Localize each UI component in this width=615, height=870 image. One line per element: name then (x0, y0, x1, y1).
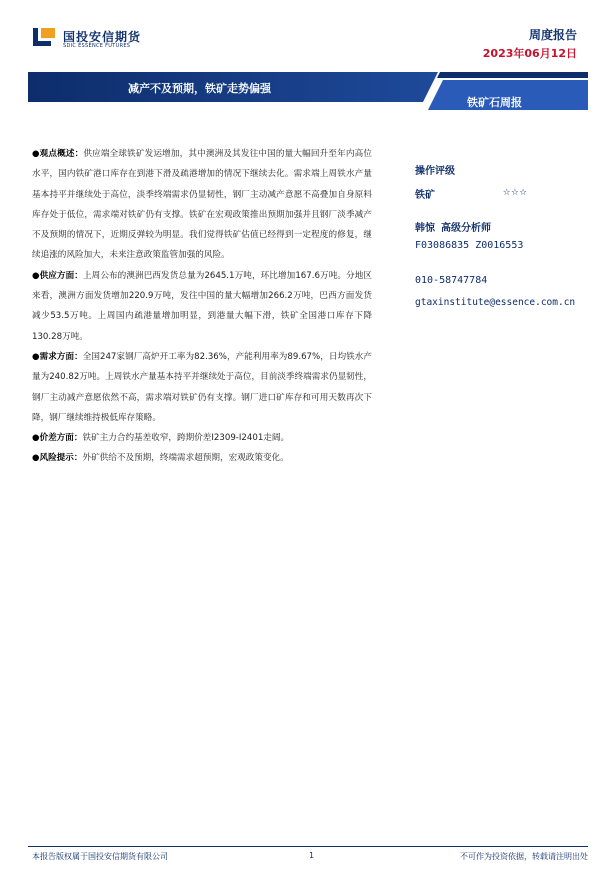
paragraph-supply: ●供应方面：上周公布的澳洲巴西发货总量为2645.1万吨，环比增加167.6万吨。分地区来看，澳洲方面发货增加220.9万吨，发往中国的量大幅增加266.2万吨，巴西方面发货减少53.5万吨。上周国内疏港量增加明显，到港量大幅下滑，铁矿全国港口库存下降130.28万吨。 (32, 270, 372, 342)
report-type: 周度报告 (528, 28, 577, 42)
analyst-name: 韩惊 高级分析师 (415, 223, 492, 234)
report-title: 减产不及预期，铁矿走势偏强 (128, 82, 271, 95)
analyst-certificate: F03086835 Z0016553 (415, 240, 524, 251)
footer-divider (28, 846, 588, 847)
footer-copyright: 本报告版权属于国投安信期货有限公司 (32, 852, 168, 861)
paragraph-overview: ●观点概述：供应端全球铁矿发运增加，其中澳洲及其发往中国的量大幅回升至年内高位水平，国内铁矿港口库存在到港下滑及疏港增加的情况下继续去化。需求端上周铁水产量基本持平并继续处于高位，淡季终端需求仍显韧性，钢厂主动减产意愿不高叠加自身原料库存处于低位，需求端对铁矿仍有支撑。铁矿在宏观政策推出预期加强并且钢厂淡季减产不及预期的情况下，近期反弹较为明显。我们觉得铁矿估值已经得到一定程度的修复，继续追涨的风险加大，未来注意政策监管加强的风险。 (32, 149, 372, 261)
paragraph-demand: ●需求方面：全国247家钢厂高炉开工率为82.36%，产能利用率为89.67%，日均铁水产量为240.82万吨。上周铁水产量基本持平并继续处于高位，目前淡季终端需求仍显韧性，钢厂主动减产意愿依然不高，需求端对铁矿仍有支撑。钢厂进口矿库存和可用天数再次下降，钢厂继续维持极低库存策略。 (32, 351, 372, 423)
rating-stars-icon: ☆☆☆ (503, 184, 528, 198)
footer-disclaimer: 不可作为投资依据，转载请注明出处 (460, 852, 588, 861)
logo-text-en: SDIC ESSENCE FUTURES (63, 43, 131, 49)
contact-phone: 010-58747784 (415, 275, 488, 286)
logo-mark-icon (33, 26, 57, 48)
paragraph-risk: ●风险提示：外矿供给不及预期，终端需求超预期，宏观政策变化。 (32, 453, 289, 464)
report-category-tag: 铁矿石周报 (467, 96, 522, 109)
page-number: 1 (309, 851, 315, 860)
rating-item: 铁矿 (415, 190, 435, 201)
company-logo (33, 26, 193, 52)
main-content (32, 144, 372, 469)
logo-text-cn: 国投安信期货 (63, 30, 142, 44)
rating-label: 操作评级 (415, 166, 455, 177)
paragraph-spread: ●价差方面：铁矿主力合约基差收窄，跨期价差I2309-I2401走阔。 (32, 433, 290, 444)
report-date: 2023年06月12日 (482, 47, 577, 60)
contact-email[interactable]: gtaxinstitute@essence.com.cn (415, 297, 576, 308)
